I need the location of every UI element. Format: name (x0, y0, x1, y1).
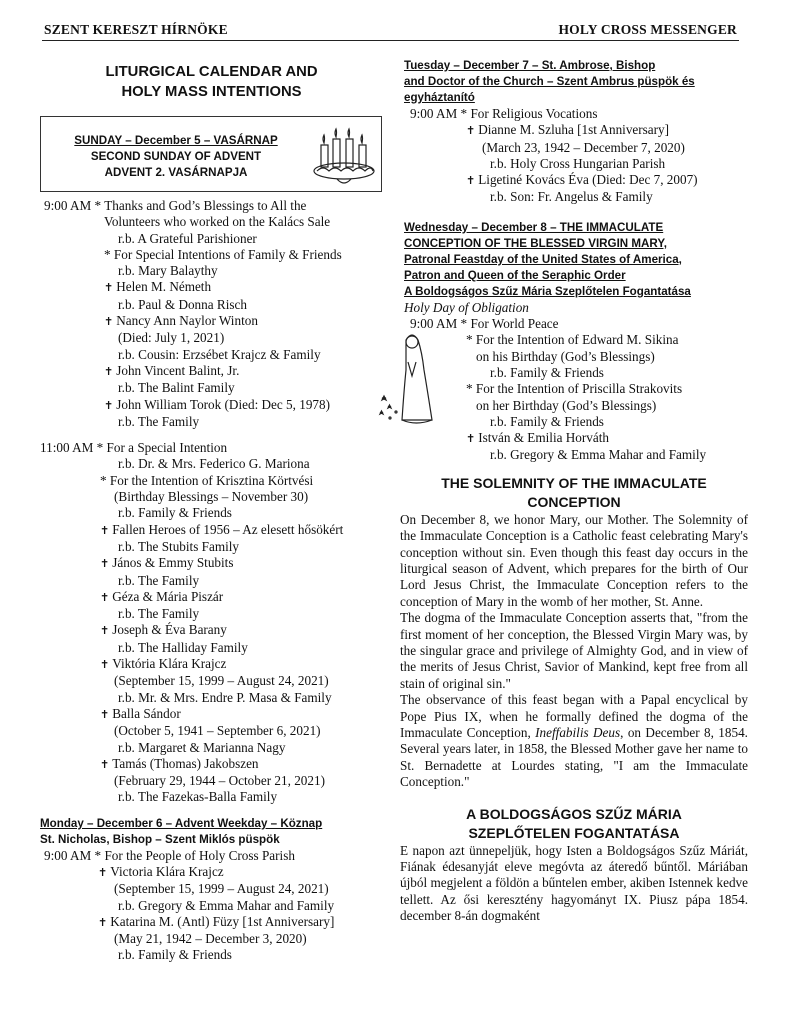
list-item: (March 23, 1942 – December 7, 2020) (482, 139, 685, 155)
list-item: Balla Sándor (112, 705, 181, 721)
sunday-line-3: ADVENT 2. VASÁRNAPJA (104, 166, 248, 179)
article-2-title (400, 805, 748, 843)
tuesday-heading-1: Tuesday – December 7 – St. Ambrose, Bishop (404, 59, 656, 72)
list-item: r.b. Dr. & Mrs. Federico G. Mariona (118, 456, 310, 472)
list-item: Joseph & Éva Barany (112, 622, 227, 638)
list-item: John William Torok (Died: Dec 5, 1978) (116, 396, 331, 412)
list-item: r.b. Family & Friends (490, 364, 604, 380)
article-1-paragraph-1: On December 8, we honor Mary, our Mother. The Solemnity of the Immaculate Conception is a Catholic feast celebrating Mary's conception without sin. Even though this feast day occurs in the liturgical season of Advent, which prepares for the birth of Our Lord Jesus Christ, the Immaculate Conception refers to the conception of Mary in the womb of her mother, St. Anne. (400, 511, 748, 609)
cross-icon (104, 397, 116, 412)
cross-icon (104, 313, 116, 328)
cross-icon (100, 589, 112, 604)
list-item: r.b. The Balint Family (118, 380, 235, 396)
header-left: SZENT KERESZT HÍRNÖKE (44, 22, 228, 37)
list-item: r.b. Gregory & Emma Mahar and Family (118, 897, 335, 913)
sunday-line-2: SECOND SUNDAY OF ADVENT (90, 150, 262, 163)
list-item: r.b. Family & Friends (118, 947, 232, 963)
article-1-paragraph-2: The dogma of the Immaculate Conception asserts that, "from the first moment of her conception, the Blessed Virgin Mary was, by the singular grace and privilege of Almighty God, and in view of the merits of Jesus Christ, Savior of Mankind, kept free from all stain of original sin." (400, 610, 748, 691)
left-column (40, 52, 379, 964)
wednesday-heading-5: A Boldogságos Szűz Mária Szeplőtelen Fogantatása (404, 284, 691, 298)
advent-wreath-icon (311, 123, 377, 189)
list-item: r.b. The Stubits Family (118, 538, 240, 554)
sunday-mass-11am (40, 440, 379, 806)
page-title (44, 62, 379, 102)
title-line-2: HOLY MASS INTENTIONS (121, 84, 302, 100)
list-item: Katarina M. (Antl) Füzy [1st Anniversary] (110, 913, 335, 929)
title-line-1: LITURGICAL CALENDAR AND (105, 64, 318, 80)
list-item: r.b. Family & Friends (490, 413, 604, 429)
list-item: r.b. Mary Balaythy (118, 263, 218, 279)
monday-heading: Monday – December 6 – Advent Weekday – Köznap (40, 816, 323, 830)
cross-icon (100, 706, 112, 721)
tuesday-section (404, 58, 744, 206)
list-item: * For the Intention of Krisztina Körtvési (100, 472, 314, 488)
article-2-title-line-2: SZEPLŐTELEN FOGANTATÁSA (468, 824, 680, 841)
cross-icon (100, 522, 112, 537)
list-item: Dianne M. Szluha [1st Anniversary] (478, 122, 670, 138)
list-item: r.b. Paul & Donna Risch (118, 296, 247, 312)
list-item: 9:00 AM * For the People of Holy Cross Parish (44, 847, 295, 863)
article-immaculate-conception (400, 474, 748, 925)
list-item: r.b. The Fazekas-Balla Family (118, 789, 278, 805)
article-2-title-line-1: A BOLDOGSÁGOS SZŰZ MÁRIA (466, 805, 682, 822)
cross-icon (466, 430, 478, 445)
list-item: (February 29, 1944 – October 21, 2021) (114, 773, 325, 789)
list-item: Ligetiné Kovács Éva (Died: Dec 7, 2007) (478, 172, 698, 188)
list-item: István & Emilia Horváth (478, 430, 609, 446)
cross-icon (98, 914, 110, 929)
list-item: (October 5, 1941 – September 6, 2021) (114, 723, 321, 739)
list-item: Viktória Klára Krajcz (112, 656, 227, 672)
list-item: (Birthday Blessings – November 30) (114, 489, 309, 505)
holy-day-note: Holy Day of Obligation (404, 299, 529, 315)
cross-icon (100, 622, 112, 637)
list-item: on his Birthday (God’s Blessings) (476, 348, 655, 364)
list-item: 11:00 AM * For a Special Intention (40, 440, 228, 456)
list-item: Géza & Mária Piszár (112, 588, 224, 604)
list-item: r.b. Margaret & Marianna Nagy (118, 739, 286, 755)
list-item: 9:00 AM * For World Peace (410, 316, 559, 332)
sunday-box (40, 116, 382, 192)
list-item: r.b. Holy Cross Hungarian Parish (490, 155, 666, 171)
list-item: r.b. Gregory & Emma Mahar and Family (490, 447, 707, 463)
list-item: on her Birthday (God’s Blessings) (476, 397, 657, 413)
tuesday-heading-3: egyháztanító (404, 91, 475, 104)
cross-icon (466, 172, 478, 187)
list-item: * For Special Intentions of Family & Friends (104, 246, 342, 262)
list-item: r.b. The Family (118, 413, 200, 429)
list-item: 9:00 AM * Thanks and God’s Blessings to All the (44, 198, 307, 213)
list-item: Helen M. Németh (116, 279, 212, 295)
wednesday-heading-1: Wednesday – December 8 – THE IMMACULATE (404, 220, 664, 234)
list-item: r.b. The Halliday Family (118, 639, 248, 655)
paragraph-text: The observance of this feast began with a Papal encyclical by Pope Pius IX, when he formally defined the dogma of the Immaculate Conception, (400, 692, 748, 741)
wednesday-heading-4: Patron and Queen of the Seraphic Order (404, 268, 626, 282)
list-item: * For the Intention of Priscilla Strakovits (466, 381, 683, 397)
cross-icon (98, 864, 110, 879)
monday-section (40, 816, 379, 964)
list-item: 9:00 AM * For Religious Vocations (410, 106, 598, 121)
list-item: * For the Intention of Edward M. Sikina (466, 332, 679, 348)
header-divider (42, 40, 739, 41)
wednesday-heading-3: Patronal Feastday of the United States of America, (404, 252, 682, 266)
cross-icon (100, 756, 112, 771)
sunday-line-1: SUNDAY – December 5 – VASÁRNAP (74, 134, 278, 147)
encyclical-title: Ineffabilis Deus (535, 725, 621, 741)
sunday-mass-9am (44, 198, 379, 430)
list-item: (September 15, 1999 – August 24, 2021) (114, 673, 329, 689)
list-item: r.b. Cousin: Erzsébet Krajcz & Family (118, 346, 321, 362)
list-item: r.b. The Family (118, 572, 200, 588)
paragraph-text: , on December 8, 1854. Several years later, in 1858, the Blessed Mother gave her name to St. Bernadette at Lourdes stating, "I am the Immaculate Conception." (400, 725, 748, 790)
list-item: r.b. Son: Fr. Angelus & Family (490, 189, 653, 205)
article-1-title-line-1: THE SOLEMNITY OF THE IMMACULATE (441, 474, 707, 491)
list-item: János & Emmy Stubits (112, 555, 234, 571)
list-item: Nancy Ann Naylor Winton (116, 313, 258, 329)
article-1-title (400, 474, 748, 512)
list-item: r.b. The Family (118, 606, 200, 622)
list-item: (September 15, 1999 – August 24, 2021) (114, 881, 329, 897)
article-2-paragraph-1: E napon azt ünnepeljük, hogy Isten a Boldogságos Szűz Máriát, Fiának édesanyját eleve megóvta az áteredő bűntől. Máriában újból megjelent a földön a bűntelen ember, akiben Istennek kedve tellett. Az ősi keresztény hagyományt IX. Piusz pápa 1854. december 8-án dogmaként (400, 842, 748, 924)
wednesday-section (404, 220, 744, 464)
header-right: HOLY CROSS MESSENGER (558, 22, 737, 37)
cross-icon (104, 279, 116, 294)
list-item: r.b. Mr. & Mrs. Endre P. Masa & Family (118, 689, 332, 705)
cross-icon (100, 656, 112, 671)
article-1-title-line-2: CONCEPTION (527, 493, 621, 510)
article-1-paragraph-3 (400, 692, 748, 790)
right-column (400, 58, 748, 925)
list-item: John Vincent Balint, Jr. (116, 362, 240, 378)
list-item: Fallen Heroes of 1956 – Az elesett hősökért (112, 521, 344, 537)
list-item: r.b. A Grateful Parishioner (118, 230, 257, 246)
sunday-heading (41, 133, 311, 181)
list-item: Victoria Klára Krajcz (110, 863, 224, 879)
list-item: r.b. Family & Friends (118, 505, 232, 521)
list-item: Tamás (Thomas) Jakobszen (112, 755, 259, 771)
monday-subheading: St. Nicholas, Bishop – Szent Miklós püspök (40, 832, 280, 846)
list-item: (Died: July 1, 2021) (118, 330, 225, 346)
cross-icon (100, 555, 112, 570)
tuesday-heading-2: and Doctor of the Church – Szent Ambrus püspök és (404, 75, 695, 88)
cross-icon (466, 122, 478, 137)
cross-icon (104, 363, 116, 378)
list-item: Volunteers who worked on the Kalács Sale (104, 214, 331, 230)
list-item: (May 21, 1942 – December 3, 2020) (114, 931, 307, 947)
virgin-mary-icon (376, 328, 440, 428)
wednesday-heading-2: CONCEPTION OF THE BLESSED VIRGIN MARY, (404, 236, 668, 250)
